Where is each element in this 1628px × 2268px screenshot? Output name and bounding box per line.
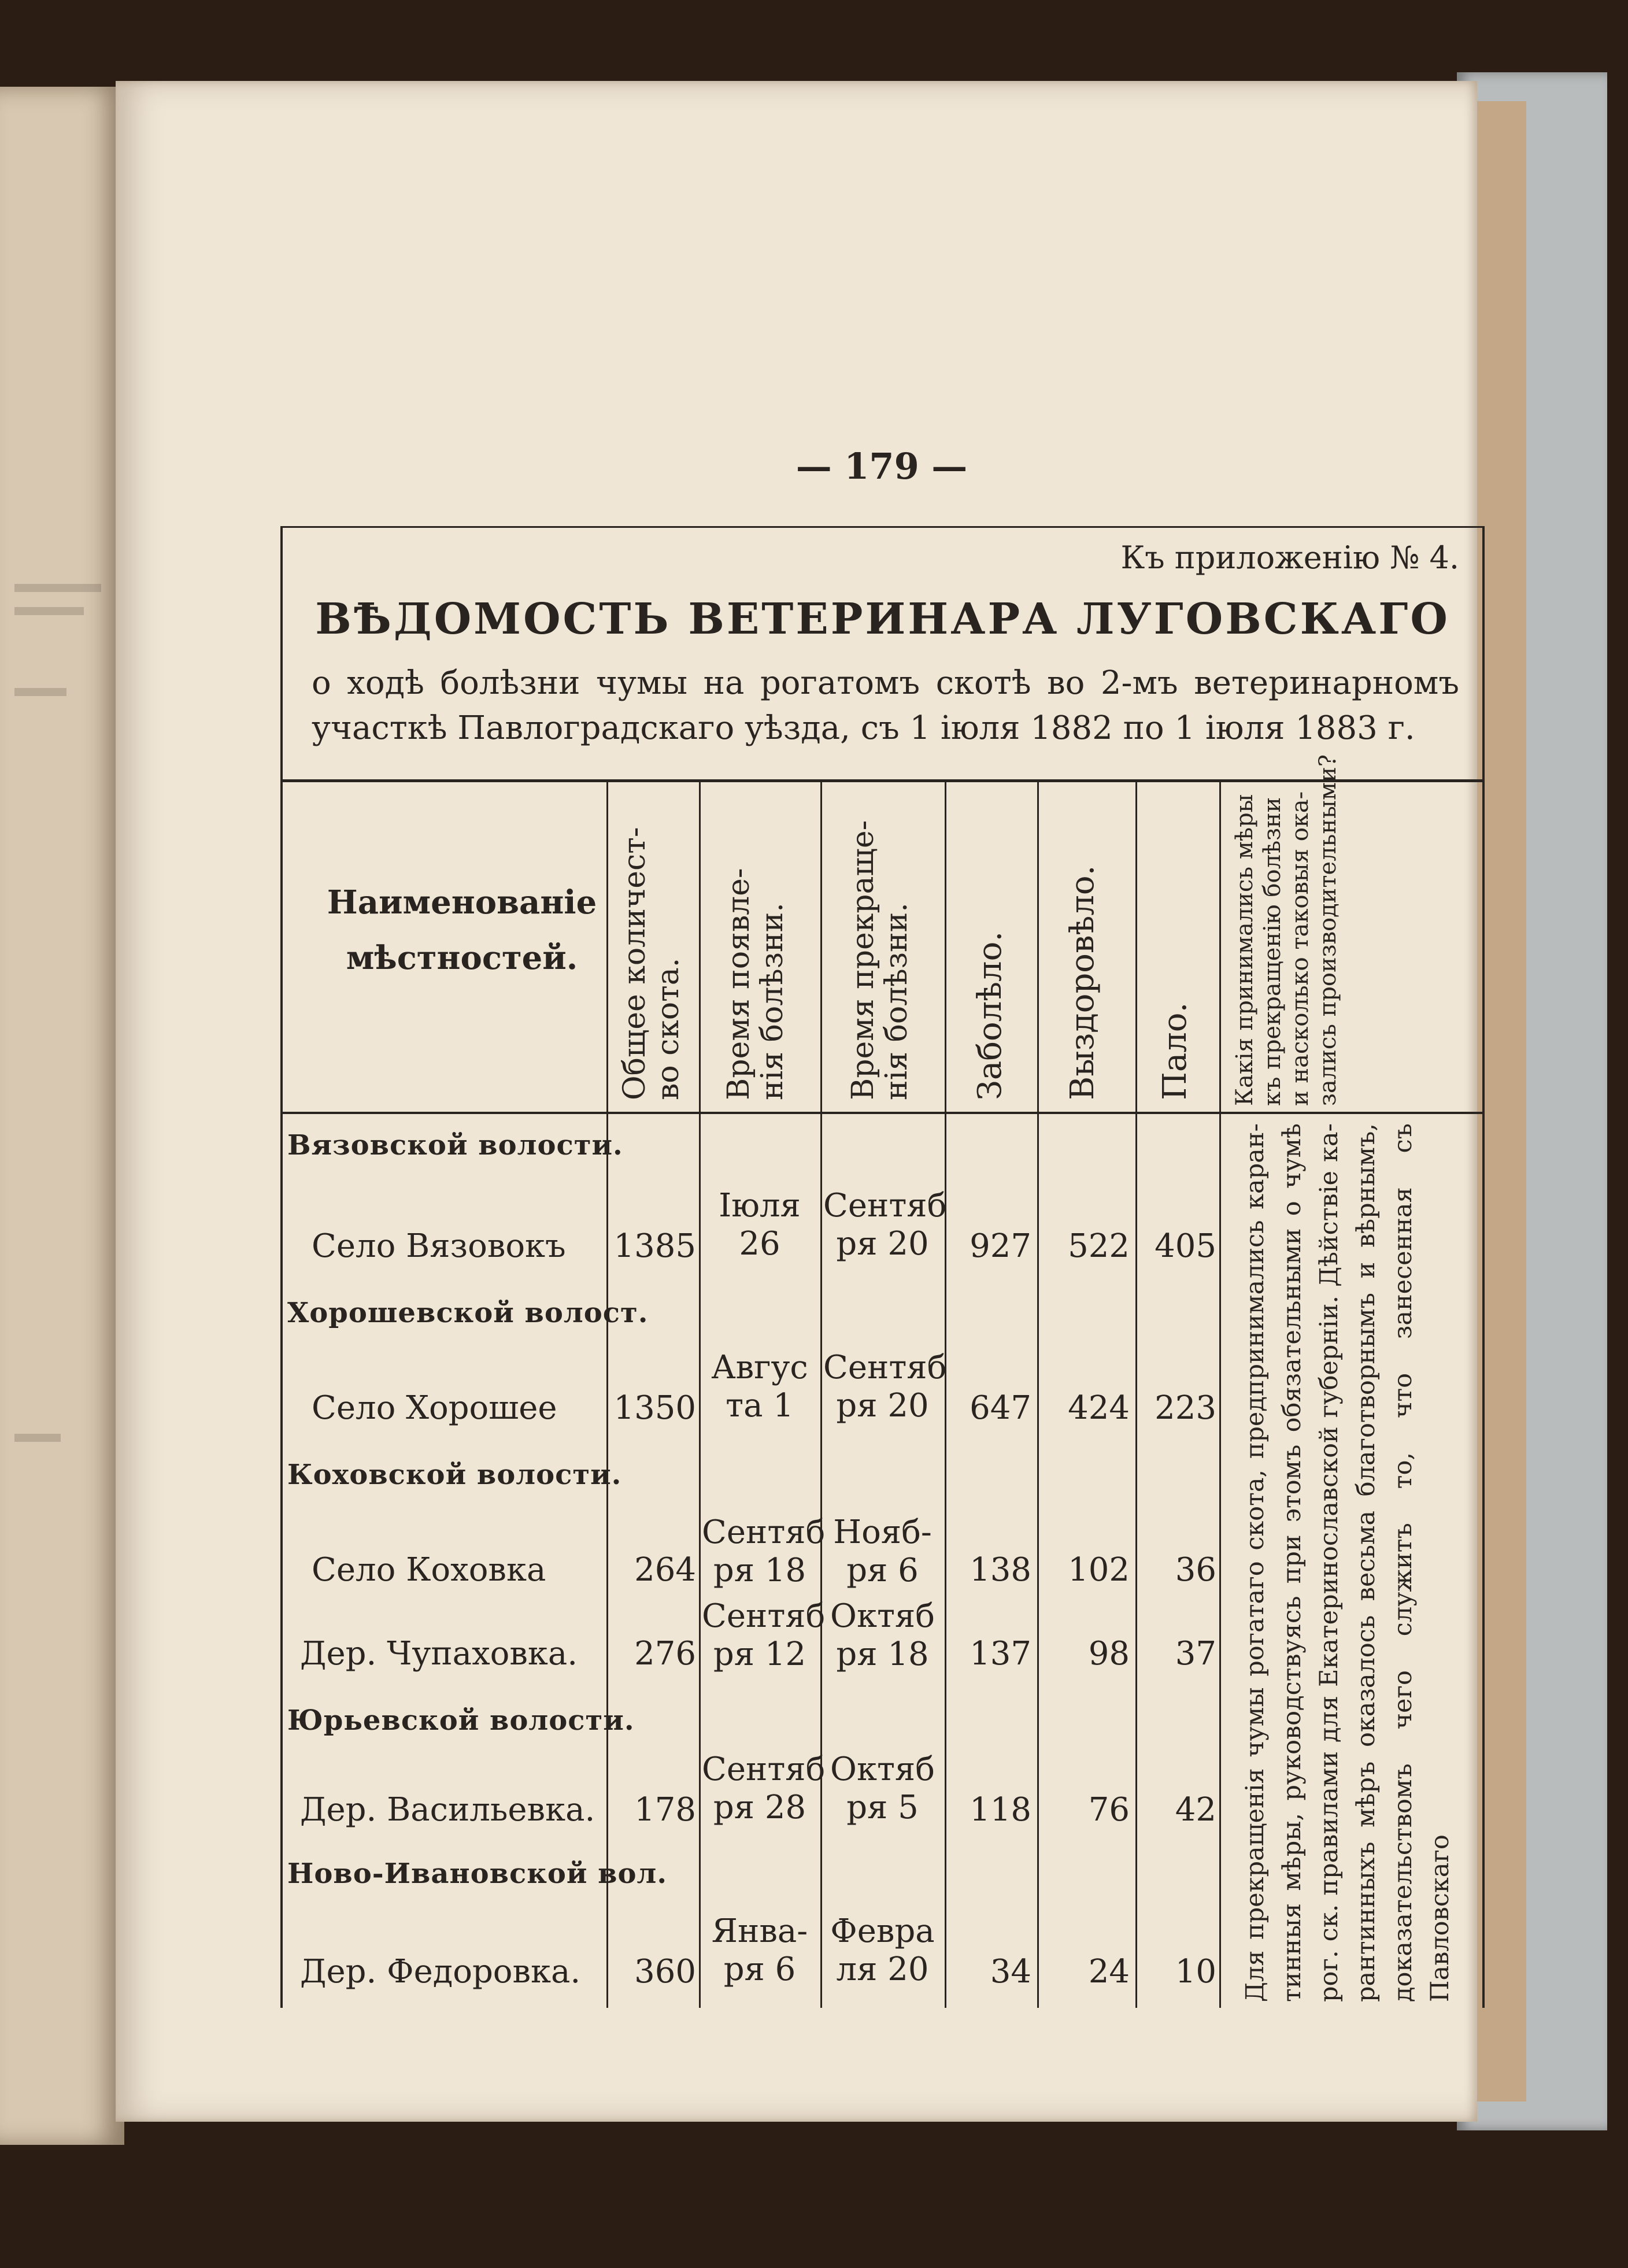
page-number: — 179 — bbox=[796, 445, 968, 487]
cell-end-line: ря 20 bbox=[836, 1387, 929, 1425]
cell-end-line: Сентяб bbox=[823, 1349, 947, 1386]
header-measures bbox=[1231, 754, 1342, 1106]
place-name: Село Коховка bbox=[312, 1551, 546, 1589]
cell-end bbox=[823, 1349, 947, 1425]
header-total-line: Общее количест- bbox=[617, 827, 652, 1100]
header-bottom-rule bbox=[283, 1112, 1482, 1114]
cell-recovered: 98 bbox=[1088, 1635, 1130, 1673]
cell-start-line: Сентяб bbox=[702, 1514, 826, 1551]
volost-heading: Ново-Ивановской вол. bbox=[287, 1858, 668, 1890]
column-divider bbox=[1037, 779, 1039, 2008]
cell-end-line: Нояб- bbox=[833, 1514, 932, 1551]
cell-sick: 647 bbox=[970, 1389, 1031, 1427]
header-place bbox=[294, 875, 630, 986]
cell-start bbox=[702, 1349, 817, 1425]
book-page bbox=[116, 81, 1477, 2122]
cell-end bbox=[823, 1912, 942, 1989]
header-place-line: Наименованіе bbox=[327, 883, 597, 922]
cell-start-line: Авгус bbox=[711, 1349, 808, 1386]
cell-start-line: ря 28 bbox=[713, 1789, 806, 1826]
header-measures-line: и насколько таковыя ока- bbox=[1287, 791, 1314, 1106]
cell-start-line: Янва- bbox=[711, 1912, 808, 1950]
cell-end-line: ря 6 bbox=[846, 1552, 919, 1589]
cell-end bbox=[823, 1597, 942, 1674]
place-name: Село Вязовокъ bbox=[312, 1227, 566, 1265]
cell-sick: 138 bbox=[970, 1551, 1031, 1589]
cell-died: 42 bbox=[1175, 1791, 1216, 1829]
cell-died: 405 bbox=[1155, 1227, 1216, 1265]
cell-start-line: Сентяб bbox=[702, 1751, 826, 1788]
cell-recovered: 424 bbox=[1068, 1389, 1130, 1427]
cell-recovered: 24 bbox=[1088, 1953, 1130, 1990]
cell-total: 360 bbox=[634, 1953, 696, 1990]
cell-start bbox=[702, 1187, 817, 1263]
header-measures-line: зались производительными? bbox=[1315, 754, 1341, 1106]
header-total-line: во скота. bbox=[651, 957, 686, 1100]
header-top-rule bbox=[283, 779, 1482, 782]
header-recovered: Выздоровѣло. bbox=[1064, 865, 1101, 1100]
place-name: Дер. Федоровка. bbox=[300, 1953, 581, 1990]
cell-start-line: 26 bbox=[739, 1225, 780, 1263]
cell-end-line: ря 18 bbox=[836, 1636, 929, 1673]
cell-end-line: ря 5 bbox=[846, 1789, 919, 1826]
cell-start bbox=[702, 1912, 817, 1989]
cell-died: 223 bbox=[1155, 1389, 1216, 1427]
document-title: ВѢДОМОСТЬ ВЕТЕРИНАРА ЛУГОВСКАГО bbox=[315, 594, 1450, 644]
header-died: Пало. bbox=[1156, 1002, 1194, 1100]
column-divider bbox=[820, 779, 822, 2008]
header-start bbox=[722, 800, 789, 1100]
cell-start bbox=[702, 1751, 826, 1827]
volost-heading: Вязовской волости. bbox=[287, 1129, 623, 1161]
cell-recovered: 76 bbox=[1088, 1791, 1130, 1829]
cell-start-line: ря 6 bbox=[723, 1951, 796, 1988]
column-divider bbox=[699, 779, 701, 2008]
header-place-line: мѣстностей. bbox=[346, 939, 578, 977]
header-sick: Заболѣло. bbox=[971, 931, 1009, 1100]
header-start-line: Время появле- bbox=[722, 868, 756, 1100]
cell-end-line: Октяб bbox=[830, 1751, 935, 1788]
cell-start-line: Іюля bbox=[719, 1187, 801, 1224]
column-divider bbox=[1135, 779, 1137, 2008]
cell-end-line: ря 20 bbox=[836, 1225, 929, 1263]
cell-end bbox=[823, 1751, 942, 1827]
cell-end-line: Февра bbox=[830, 1912, 935, 1950]
volost-heading: Юрьевской волости. bbox=[287, 1704, 635, 1737]
left-facing-page bbox=[0, 87, 124, 2145]
cell-start bbox=[702, 1514, 826, 1590]
place-name: Село Хорошее bbox=[312, 1389, 557, 1427]
volost-heading: Хорошевской волост. bbox=[287, 1297, 649, 1329]
cell-died: 37 bbox=[1175, 1635, 1216, 1673]
place-name: Дер. Чупаховка. bbox=[300, 1635, 578, 1673]
cell-start bbox=[702, 1597, 826, 1674]
cell-died: 36 bbox=[1175, 1551, 1216, 1589]
header-total bbox=[618, 800, 685, 1100]
cell-start-line: та 1 bbox=[726, 1387, 794, 1425]
document-subtitle: о ходѣ болѣзни чумы на рогатомъ скотѣ во 2-мъ ветеринарномъ участкѣ Павлоградскаго уѣзда, съ 1 іюля 1882 по 1 іюля 1883 г. bbox=[312, 664, 1459, 747]
cell-sick: 34 bbox=[990, 1953, 1031, 1990]
cell-total: 178 bbox=[634, 1791, 696, 1829]
header-measures-line: къ прекращенію болѣзни bbox=[1259, 797, 1286, 1106]
cell-start-line: Сентяб bbox=[702, 1597, 826, 1635]
cell-end bbox=[823, 1187, 947, 1263]
cell-end bbox=[823, 1514, 942, 1590]
measures-text: Для прекращенія чумы рогатаго скота, предпринимались каран- тинныя мѣры, руководствуясь при этомъ обязательными о чумѣ рог. ск. правилами для Екатеринославской губерніи. Дѣйствіе ка- рантинныхъ мѣръ оказалось весьма благотворнымъ и вѣрнымъ, доказательствомъ чего служитъ то, что занесенная съ Павловскаго bbox=[1241, 1123, 1455, 2002]
cell-total: 1350 bbox=[613, 1389, 696, 1427]
statement-table bbox=[280, 526, 1485, 2008]
column-divider bbox=[945, 779, 946, 2008]
cell-start-line: ря 18 bbox=[713, 1552, 806, 1589]
cell-total: 276 bbox=[634, 1635, 696, 1673]
cell-total: 264 bbox=[634, 1551, 696, 1589]
cell-sick: 137 bbox=[970, 1635, 1031, 1673]
header-end-line: нія болѣзни. bbox=[879, 902, 914, 1100]
cell-end-line: ля 20 bbox=[836, 1951, 929, 1988]
cell-sick: 118 bbox=[970, 1791, 1031, 1829]
cell-end-line: Октяб bbox=[830, 1597, 935, 1635]
cell-recovered: 102 bbox=[1068, 1551, 1130, 1589]
cell-total: 1385 bbox=[613, 1227, 696, 1265]
appendix-reference: Къ приложенію № 4. bbox=[1120, 539, 1459, 576]
column-divider bbox=[1219, 779, 1221, 2008]
cell-sick: 927 bbox=[970, 1227, 1031, 1265]
header-start-line: нія болѣзни. bbox=[755, 902, 790, 1100]
volost-heading: Коховской волости. bbox=[287, 1459, 622, 1491]
cell-start-line: ря 12 bbox=[713, 1636, 806, 1673]
cell-died: 10 bbox=[1175, 1953, 1216, 1990]
cell-recovered: 522 bbox=[1068, 1227, 1130, 1265]
place-name: Дер. Васильевка. bbox=[300, 1791, 595, 1829]
header-end bbox=[846, 800, 913, 1100]
cell-end-line: Сентяб bbox=[823, 1187, 947, 1224]
header-measures-line: Какія принимались мѣры bbox=[1231, 794, 1258, 1106]
header-end-line: Время прекраще- bbox=[846, 820, 880, 1100]
